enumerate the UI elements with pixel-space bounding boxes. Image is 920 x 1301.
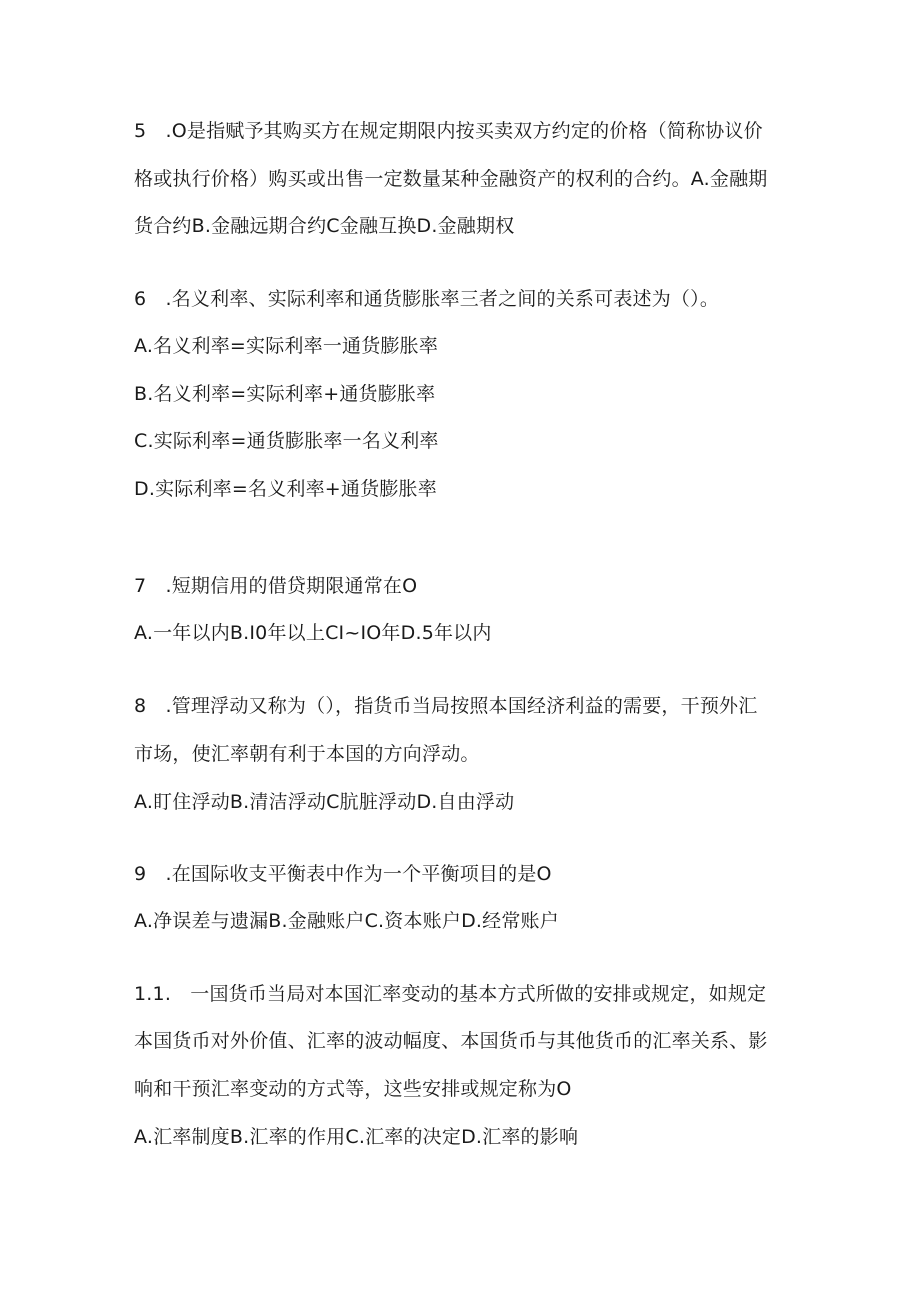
question-7-stem: 7 .短期信用的借贷期限通常在O	[134, 575, 418, 597]
question-10-stem-line-2: 本国货币对外价值、汇率的波动幅度、本国货币与其他货币的汇率关系、影	[134, 1030, 768, 1052]
question-10-stem-line-1: 1.1. 一国货币当局对本国汇率变动的基本方式所做的安排或规定，如规定	[134, 983, 767, 1005]
question-5-stem-line-1: 5 .O是指赋予其购买方在规定期限内按买卖双方约定的价格（简称协议价	[134, 120, 763, 142]
question-6-option-d: D.实际利率=名义利率+通货膨胀率	[134, 478, 437, 500]
question-5-stem-line-2: 格或执行价格）购买或出售一定数量某种金融资产的权利的合约。A.金融期	[134, 168, 768, 190]
question-6-stem: 6 .名义利率、实际利率和通货膨胀率三者之间的关系可表述为（）。	[134, 288, 720, 310]
question-6-option-a: A.名义利率=实际利率一通货膨胀率	[134, 335, 439, 357]
question-8-stem-line-2: 市场，使汇率朝有利于本国的方向浮动。	[134, 743, 480, 765]
question-9-options: A.净误差与遗漏B.金融账户C.资本账户D.经常账户	[134, 910, 559, 932]
question-8-options: A.盯住浮动B.清洁浮动C肮脏浮动D.自由浮动	[134, 791, 515, 813]
question-5-stem-line-3: 货合约B.金融远期合约C金融互换D.金融期权	[134, 215, 515, 237]
question-7-options: A.一年以内B.I0年以上CI~IO年D.5年以内	[134, 622, 492, 644]
question-10-options: A.汇率制度B.汇率的作用C.汇率的决定D.汇率的影响	[134, 1126, 579, 1148]
question-10-stem-line-3: 响和干预汇率变动的方式等，这些安排或规定称为O	[134, 1078, 572, 1100]
question-8-stem-line-1: 8 .管理浮动又称为（），指货币当局按照本国经济利益的需要，干预外汇	[134, 695, 758, 717]
question-6-option-c: C.实际利率=通货膨胀率一名义利率	[134, 430, 439, 452]
question-9-stem: 9 .在国际收支平衡表中作为一个平衡项目的是O	[134, 863, 552, 885]
question-6-option-b: B.名义利率=实际利率+通货膨胀率	[134, 383, 436, 405]
